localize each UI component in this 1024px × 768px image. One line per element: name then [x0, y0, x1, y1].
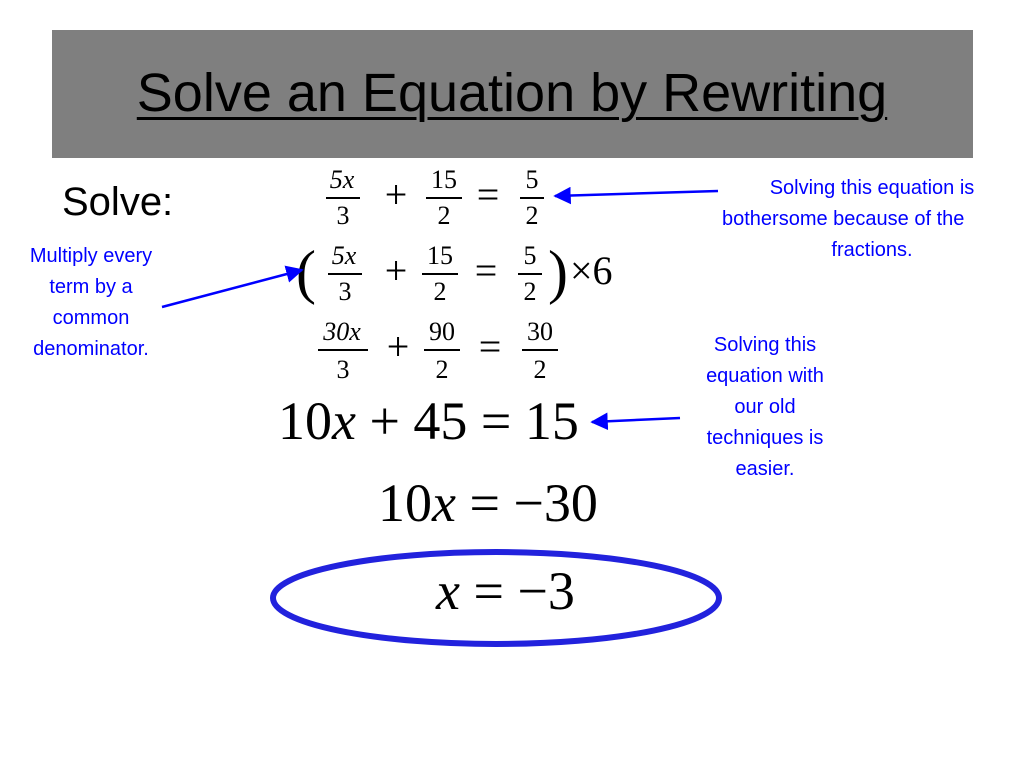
eq6-variable: x	[436, 561, 460, 621]
eq2-fraction1-numerator: 5x	[331, 241, 357, 270]
note-line: our old	[734, 396, 796, 418]
eq3-fraction1-denominator: 3	[336, 355, 350, 384]
note-line: techniques is	[706, 427, 824, 449]
eq2-right-paren: )	[548, 239, 568, 305]
solve-label: Solve:	[62, 180, 174, 224]
eq2-fraction2-denominator: 2	[433, 277, 447, 306]
eq4-coefficient: 10	[278, 391, 332, 451]
eq1-fraction1-numerator: 5x	[329, 165, 355, 194]
eq1-fraction3-denominator: 2	[525, 201, 539, 230]
eq2-equals: =	[474, 248, 498, 293]
note-line: bothersome because of the	[722, 208, 965, 230]
eq1-plus: +	[384, 172, 408, 217]
eq3-fraction3-numerator: 30	[527, 317, 553, 346]
eq1-fraction1-denominator: 3	[336, 201, 350, 230]
note-line: term by a	[49, 276, 133, 298]
note-line: Solving this equation is	[769, 177, 975, 199]
eq1-fraction2-numerator: 15	[431, 165, 457, 194]
note-line: Solving this	[713, 334, 817, 356]
eq3-fraction1-numerator: 30x	[323, 317, 361, 346]
eq3-fraction2-denominator: 2	[435, 355, 449, 384]
eq3-fraction2-numerator: 90	[429, 317, 455, 346]
note-line: common	[52, 307, 130, 329]
eq3-plus: +	[386, 324, 410, 369]
eq1-equals: =	[476, 172, 500, 217]
eq4-variable: x	[332, 391, 356, 451]
eq5-rest: = −30	[455, 473, 598, 533]
eq2-times-six: ×6	[570, 248, 613, 293]
eq2-fraction2-numerator: 15	[427, 241, 453, 270]
eq5-variable: x	[432, 473, 456, 533]
arrow-to-equation-1	[555, 191, 718, 196]
eq3-equals: =	[478, 324, 502, 369]
eq2-fraction3-numerator: 5	[523, 241, 537, 270]
eq5-coefficient: 10	[378, 473, 432, 533]
slide-title: Solve an Equation by Rewriting	[136, 63, 888, 123]
arrow-to-equation-4	[592, 418, 680, 422]
arrow-to-equation-2	[162, 270, 302, 307]
eq3-fraction3-denominator: 2	[533, 355, 547, 384]
eq2-left-paren: (	[296, 239, 316, 305]
note-line: Multiply every	[29, 245, 153, 267]
eq4-rest: + 45 = 15	[355, 391, 579, 451]
eq1-fraction3-numerator: 5	[525, 165, 539, 194]
eq1-fraction2-denominator: 2	[437, 201, 451, 230]
eq2-fraction3-denominator: 2	[523, 277, 537, 306]
eq2-fraction1-denominator: 3	[338, 277, 352, 306]
note-line: fractions.	[831, 239, 913, 261]
note-line: denominator.	[33, 338, 149, 360]
answer-circle	[273, 552, 719, 644]
note-line: easier.	[735, 458, 795, 480]
eq6-rest: = −3	[459, 561, 575, 621]
eq2-plus: +	[384, 248, 408, 293]
note-line: equation with	[706, 365, 824, 387]
